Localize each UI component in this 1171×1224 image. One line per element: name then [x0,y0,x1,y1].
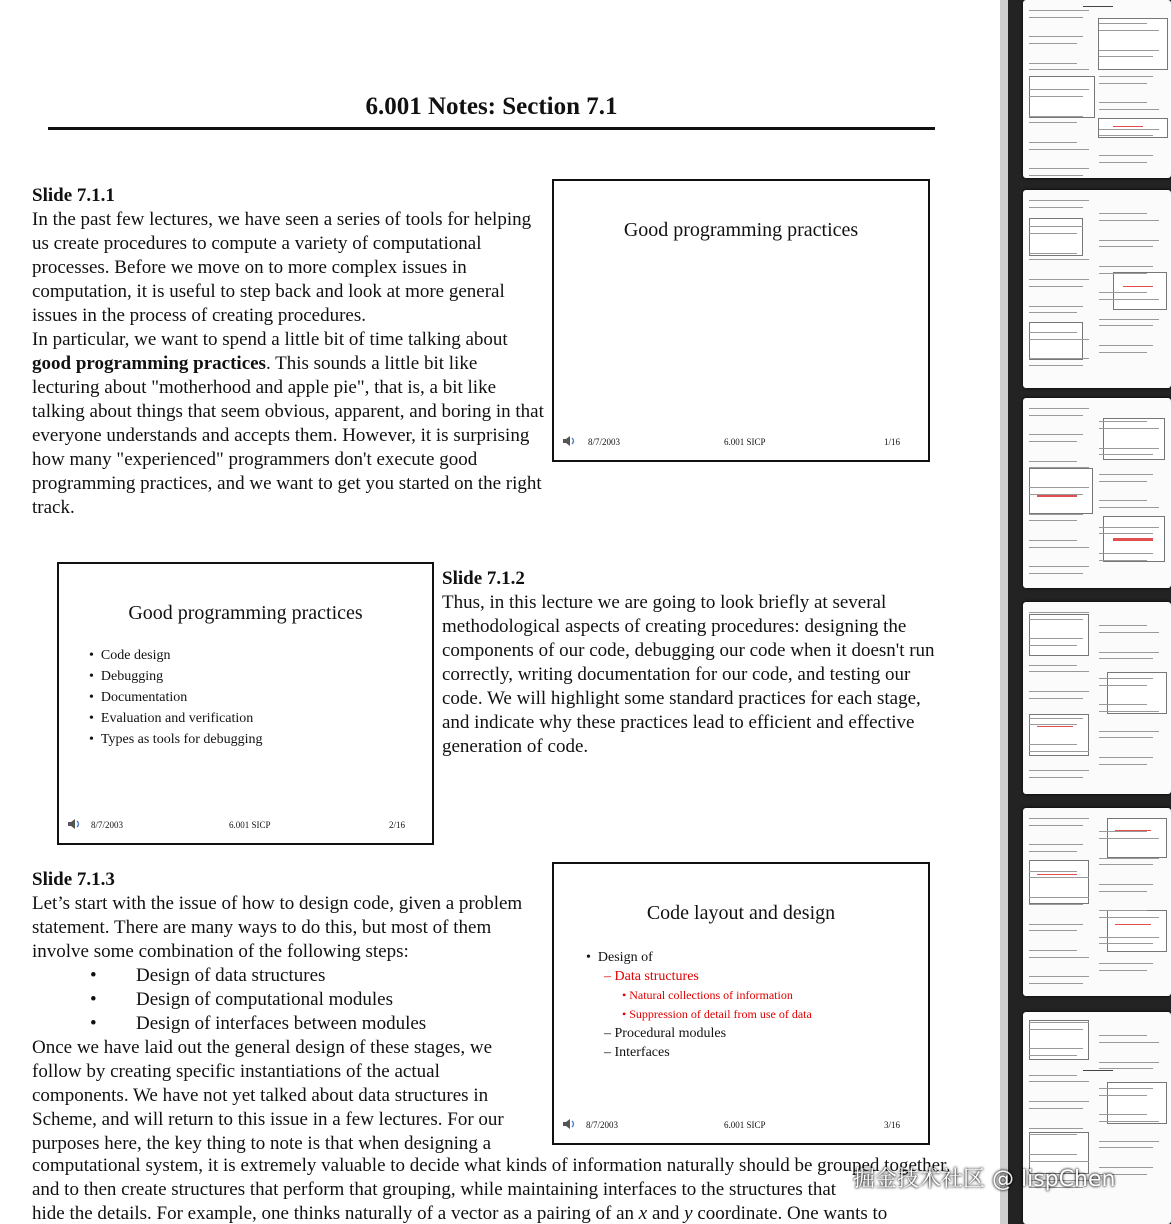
watermark: 掘金技术社区 @ lispChen [853,1167,1116,1192]
dash-glyph: – [604,969,611,984]
thumbnail-text-line [1099,454,1153,455]
thumbnail-text-line [1029,233,1077,234]
slide-footer [554,434,928,450]
thumbnail-text-line [1029,253,1077,254]
list-item [89,732,262,748]
thumbnail-text-line [1029,461,1077,462]
bullet-glyph: • [89,711,94,726]
thumbnail-text-line [1029,306,1083,307]
dash-glyph: – [604,1026,611,1041]
thumbnail-text-line [1029,168,1089,169]
thumbnail-text-line [1029,1022,1089,1023]
thumbnail-text-line [1099,155,1153,156]
thumbnail-text-line [1099,50,1159,51]
thumbnail-text-line [1099,1095,1147,1096]
thumbnail-text-line [1099,428,1159,429]
thumbnail-text-line [1099,1068,1153,1069]
thumbnail-text-line [1099,1114,1147,1115]
thumbnail-text-line [1029,665,1077,666]
thumbnail-text-line [1099,652,1159,653]
thumbnail-text-line [1029,976,1089,977]
paragraph [32,328,544,520]
thumbnail-text-line [1029,358,1089,359]
thumbnail-text-line [1099,1141,1159,1142]
thumbnail-text-line [1029,36,1083,37]
slide-footer [59,817,432,833]
thumbnail-text-line [1029,89,1089,90]
thumbnail-text-line [1099,30,1159,31]
thumbnail-text-line [1029,494,1083,495]
text-run: hide the details. For example, one thinks naturally of a vector as a pairing of an [32,1203,639,1224]
thumbnail-text-line [1099,102,1147,103]
thumbnail-text-line [1029,1134,1077,1135]
outline-text: Data structures [614,969,699,984]
thumbnail-text-line [1099,292,1147,293]
thumbnail-text-line [1029,487,1089,488]
bullet-glyph: • [90,965,97,986]
page-thumbnail-2[interactable] [1023,190,1171,388]
thumbnail-text-line [1099,858,1159,859]
thumbnail-text-line [1029,520,1077,521]
thumbnail-text-line [1099,273,1147,274]
thumbnail-text-line [1099,474,1153,475]
thumbnail-text-line [1029,957,1089,958]
slide-date: 8/7/2003 [91,820,124,830]
thumbnail-text-line [1099,352,1147,353]
thumbnail-text-line [1029,200,1089,201]
italic-var: x [638,1203,648,1224]
thumbnail-text-line [1029,718,1083,719]
text-run: coordinate. One wants to [692,1203,888,1224]
thumbnail-text-line [1099,83,1147,84]
thumbnail-text-line [1099,56,1153,57]
outline-item [586,948,812,967]
thumbnail-text-line [1099,704,1147,705]
thumbnail-text-line [1029,63,1077,64]
list-item [32,1012,537,1036]
thumbnail-text-line [1029,751,1089,752]
thumbnail-text-line [1029,415,1083,416]
thumbnail-text-line [1099,970,1147,971]
outline-text: Procedural modules [614,1026,727,1041]
slide-heading: Slide 7.1.1 [32,185,115,206]
page-thumbnail-3[interactable] [1023,398,1171,588]
thumbnail-text-line [1029,175,1083,176]
thumbnail-text-line [1029,122,1077,123]
thumbnail-text-line [1099,658,1153,659]
thumbnail-text-line [1029,818,1089,819]
thumbnail-text-line [1029,638,1083,639]
thumbnail-text-line [1099,838,1159,839]
title-rule [48,127,935,130]
outline-text: Suppression of detail from use of data [629,1007,812,1021]
thumbnail-text-line [1099,1042,1159,1043]
thumbnail-text-line [1029,1081,1089,1082]
thumbnail-text-line [1099,757,1153,758]
outline-item [586,986,812,1005]
slide-course: 6.001 SICP [724,1120,766,1130]
list-item-text: Code design [100,648,171,663]
thumbnail-text-line [1029,116,1083,117]
thumbnail-text-line [1099,937,1159,938]
thumbnail-text-line [1099,891,1147,892]
thumbnail-text-line [1099,711,1159,712]
text-run: . This sounds a little bit like lecturing about "motherhood and apple pie", that is, a bit like talking about things that seem obvious, apparent, and boring in that everyone understands and accepts them. However, it is surprising how many "experienced" programmers don't execute good programming practices, and we want to get you started on the right track. [32,353,544,518]
thumbnail-text-line [1029,871,1077,872]
speaker-icon [562,434,576,448]
thumbnail-text-line [1029,950,1077,951]
list-item-text: Design of interfaces between modules [136,1013,427,1034]
thumbnail-text-line [1029,332,1077,333]
thumbnail-text-line [1029,226,1083,227]
thumbnail-text-line [1099,884,1153,885]
slide-outline [586,948,812,1062]
bullet-glyph: • [586,950,591,965]
thumbnail-text-line [1099,421,1147,422]
list-item [89,648,262,664]
thumbnail-text-line [1099,685,1147,686]
list-item-text: Evaluation and verification [100,711,254,726]
slide-image-3 [552,862,930,1145]
slide-course: 6.001 SICP [229,820,271,830]
dash-glyph: – [604,1045,611,1060]
outline-text: Interfaces [614,1045,670,1060]
slide-title: Good programming practices [623,219,859,241]
slide-heading: Slide 7.1.2 [442,568,525,589]
thumbnail-text-line [1029,897,1089,898]
thumbnail-text-line [1029,1075,1077,1076]
thumbnail-text-line [1029,259,1089,260]
bullet-glyph: • [89,690,94,705]
speaker-icon [562,1117,576,1131]
thumbnail-text-line [1029,17,1083,18]
thumbnail-text-line [1099,1121,1159,1122]
thumbnail-text-line [1029,142,1077,143]
thumbnail-text-line [1029,207,1083,208]
slide-page: 2/16 [389,820,406,830]
thumbnail-text-line [1029,724,1077,725]
thumbnail-text-line [1099,625,1147,626]
paragraph [32,1202,962,1224]
bullet-glyph: • [89,669,94,684]
thumbnail-text-line [1029,1048,1083,1049]
thumbnail-text-line [1029,514,1083,515]
thumbnail-text-line [1029,645,1077,646]
thumbnail-text-line [1099,917,1159,918]
thumbnail-text-line [1099,1035,1147,1036]
thumbnail-text-line [1029,1101,1089,1102]
thumbnail-text-line [1099,731,1159,732]
bullet-glyph: • [90,989,97,1010]
thumbnail-text-line [1029,441,1077,442]
text-run: In particular, we want to spend a little bit of time talking about [32,329,508,350]
slide-title: Code layout and design [646,902,836,924]
slide-bullet-list [89,648,262,753]
section-7-1-3-text [32,868,537,1156]
thumbnail-text-line [1099,448,1159,449]
thumbnail-text-line [1029,1128,1083,1129]
slide-course: 6.001 SICP [724,437,766,447]
outline-item [586,967,812,986]
bullet-glyph: • [622,1007,627,1021]
thumbnail-text-line [1099,135,1153,136]
thumbnail-text-line [1099,533,1153,534]
thumbnail-text-line [1029,777,1083,778]
thumbnail-text-line [1099,162,1147,163]
thumbnail-text-line [1029,744,1077,745]
thumbnail-text-line [1099,1088,1153,1089]
slide-image-2 [57,562,434,845]
thumbnail-text-line [1029,434,1083,435]
list-item-text: Design of data structures [136,965,326,986]
list-item [89,711,262,727]
list-item-text: Debugging [100,669,164,684]
thumbnail-text-line [1029,286,1083,287]
thumbnail-text-line [1099,632,1159,633]
thumbnail-text-line [1099,764,1147,765]
thumbnail-text-line [1029,619,1083,620]
list-item-text: Documentation [100,690,188,705]
slide-date: 8/7/2003 [588,437,621,447]
sidebar-divider[interactable] [1000,0,1008,1224]
thumbnail-text-line [1029,877,1089,878]
thumbnail-text-line [1099,831,1147,832]
list-item [32,964,537,988]
thumbnail-text-line [1029,96,1083,97]
thumbnail-text-line [1099,109,1159,110]
outline-text: Natural collections of information [629,988,793,1002]
thumbnail-text-line [1099,527,1159,528]
thumbnail-text-line [1099,129,1159,130]
slide-heading: Slide 7.1.3 [32,869,115,890]
thumbnail-text-line [1099,266,1153,267]
thumbnail-text-line [1099,220,1159,221]
thumbnail-text-line [1029,671,1089,672]
thumbnail-text-line [1029,312,1077,313]
outline-item [586,1005,812,1024]
paragraph: Once we have laid out the general design of these stages, we follow by creating specific instantiations of the actual components. We have not yet talked about data structures in Scheme, and will return to this issue in a few lectures. For our purposes here, the key thing to note is that when designing a [32,1037,504,1154]
list-item-text: Types as tools for debugging [100,732,263,747]
thumbnail-text-line [1099,345,1153,346]
slide-page: 1/16 [884,437,901,447]
page-thumbnail-5[interactable] [1023,808,1171,996]
thumbnail-text-line [1029,547,1089,548]
bullet-glyph: • [89,732,94,747]
thumbnail-text-line [1029,825,1083,826]
slide-image-1 [552,179,930,462]
paragraph: Thus, in this lecture we are going to look briefly at several methodological aspects of creating procedures: designing the components of our code, debugging our code when it doesn't run correctly, writing documentation for our code, and testing our code. We will highlight some standard practices for each stage, and indicate why these practices lead to efficient and effective generation of code. [442,592,935,757]
list-item [32,988,537,1012]
thumbnail-text-line [1029,844,1083,845]
slide-date: 8/7/2003 [586,1120,619,1130]
list-item [89,669,262,685]
thumbnail-text-line [1029,43,1077,44]
thumbnail-text-line [1029,149,1089,150]
thumbnail-text-line [1099,864,1153,865]
thumbnail-text-line [1029,612,1089,613]
section-7-1-3-text-cont [32,1154,962,1224]
thumbnail-text-line [1099,23,1147,24]
thumbnail-text-line [1029,770,1089,771]
italic-var: y [684,1203,693,1224]
thumbnail-text-line [1099,1147,1153,1148]
text-run: and [647,1203,685,1224]
thumbnail-text-line [1029,467,1089,468]
thumbnail-text-line [1099,299,1159,300]
outline-item [586,1043,812,1062]
slide-page: 3/16 [884,1120,901,1130]
page-thumbnail-4[interactable] [1023,602,1171,794]
thumbnail-text-line [1099,246,1153,247]
thumbnail-text-line [1099,240,1159,241]
bullet-glyph: • [90,1013,97,1034]
thumbnail-text-line [1029,1108,1083,1109]
paragraph: In the past few lectures, we have seen a series of tools for helping us create procedures to compute a variety of computational processes. Before we move on to more complex issues in computation, it is useful to step back and look at more general issues in the process of creating procedures. [32,209,532,326]
thumbnail-text-line [1029,339,1089,340]
paragraph: computational system, it is extremely valuable to decide what kinds of information naturally should be grouped together, and to then create structures that perform that grouping, while maintaining interfaces to the structures that [32,1155,951,1200]
thumbnail-text-line [1099,910,1147,911]
paragraph: Let’s start with the issue of how to design code, given a problem statement. There are many ways to do this, but most of them involve some combination of the following steps: [32,893,523,962]
bullet-glyph: • [622,988,627,1002]
thumbnail-text-line [1099,213,1147,214]
thumbnail-text-line [1099,560,1147,561]
thumbnail-text-line [1099,1062,1159,1063]
thumbnail-text-line [1099,507,1159,508]
thumbnail-text-line [1029,365,1083,366]
thumbnail-text-line [1099,678,1153,679]
thumbnail-text-line [1029,983,1083,984]
thumbnail-text-line [1029,540,1077,541]
thumbnail-text-line [1029,279,1089,280]
speaker-icon [67,817,81,831]
slide-footer [554,1117,928,1133]
thumbnail-text-line [1029,10,1089,11]
thumbnail-text-line [1029,1055,1077,1056]
thumbnail-text-line [1029,904,1083,905]
thumbnail-text-line [1029,566,1089,567]
thumbnail-text-line [1029,1154,1077,1155]
thumbnail-text-line [1029,1029,1083,1030]
section-7-1-1-text [32,184,544,520]
thumbnail-text-line [1099,500,1147,501]
thumbnail-text-line [1029,851,1077,852]
thumbnail-text-line [1029,691,1089,692]
outline-text: Design of [597,950,653,965]
thumbnail-text-line [1029,408,1089,409]
page-title: 6.001 Notes: Section 7.1 [365,93,618,120]
thumbnail-text-line [1029,930,1077,931]
thumbnail-text-line [1099,963,1153,964]
slide-title: Good programming practices [128,602,363,624]
thumbnail-text-line [1099,319,1159,320]
thumbnail-text-line [1029,69,1089,70]
section-7-1-2-text [442,567,937,759]
thumbnail-text-line [1099,737,1153,738]
list-item-text: Design of computational modules [136,989,393,1010]
thumbnail-text-line [1029,698,1083,699]
thumbnail-text-line [1099,481,1147,482]
outline-item [586,1024,812,1043]
thumbnail-text-line [1099,553,1153,554]
thumbnail-text-line [1099,943,1153,944]
bullet-glyph: • [89,648,94,663]
page-thumbnail-1[interactable] [1023,0,1171,178]
thumbnail-text-line [1029,924,1083,925]
bold-term: good programming practices [32,353,266,374]
list-item [89,690,262,706]
thumbnail-text-line [1029,573,1083,574]
thumbnail-text-line [1099,325,1153,326]
thumbnail-text-line [1099,76,1153,77]
